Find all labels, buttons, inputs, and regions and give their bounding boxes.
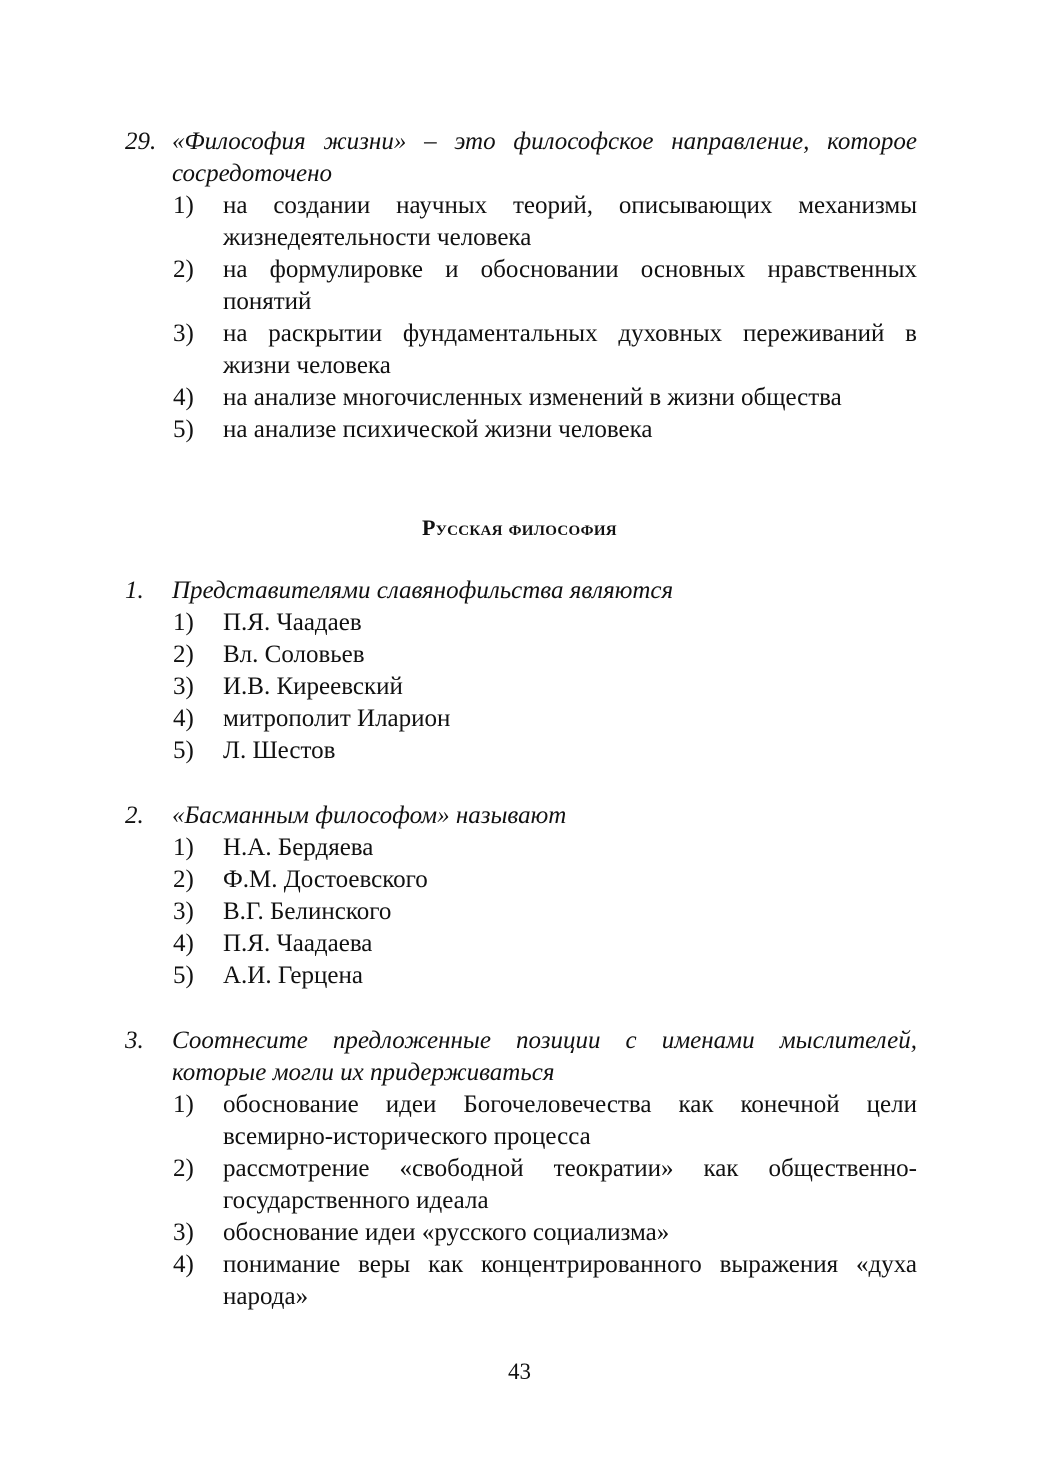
answer-option [125, 832, 917, 864]
question-number: 29. [125, 128, 157, 155]
option-number: 1) [173, 609, 194, 636]
option-text: А.И. Герцена [223, 962, 363, 989]
answer-options [125, 1089, 917, 1313]
option-number: 4) [173, 384, 194, 411]
option-text: на создании научных теорий, описывающих механизмы жизнедеятельности человека [223, 192, 917, 251]
question-1 [125, 575, 917, 767]
section-title: Русская философия [422, 515, 617, 540]
answer-option [125, 671, 917, 703]
option-text: обоснование идеи Богочеловечества как конечной цели всемирно-исторического процесса [223, 1091, 917, 1150]
answer-option [125, 896, 917, 928]
question-3 [125, 1025, 917, 1313]
answer-option [125, 928, 917, 960]
option-number: 3) [173, 898, 194, 925]
question-number: 1. [125, 577, 144, 604]
answer-option [125, 1217, 917, 1249]
option-number: 4) [173, 1251, 194, 1278]
option-text: Н.А. Бердяева [223, 834, 374, 861]
answer-option [125, 382, 917, 414]
option-text: на анализе психической жизни человека [223, 416, 653, 443]
option-text: митрополит Иларион [223, 705, 451, 732]
option-number: 2) [173, 641, 194, 668]
option-text: И.В. Киреевский [223, 673, 403, 700]
answer-option [125, 735, 917, 767]
option-number: 1) [173, 192, 194, 219]
answer-option [125, 607, 917, 639]
option-number: 2) [173, 866, 194, 893]
option-number: 5) [173, 962, 194, 989]
question-text: Представителями славянофильства являются [172, 577, 674, 604]
question-29 [125, 126, 917, 446]
option-text: П.Я. Чаадаева [223, 930, 373, 957]
option-text: на формулировке и обосновании основных нравственных понятий [223, 256, 917, 315]
option-number: 2) [173, 256, 194, 283]
option-text: П.Я. Чаадаев [223, 609, 362, 636]
option-text: Ф.М. Достоевского [223, 866, 428, 893]
option-number: 5) [173, 416, 194, 443]
option-text: обоснование идеи «русского социализма» [223, 1219, 670, 1246]
answer-options [125, 607, 917, 767]
question-prompt [125, 1025, 917, 1089]
option-text: понимание веры как концентрированного выражения «духа народа» [223, 1251, 917, 1310]
option-number: 4) [173, 705, 194, 732]
question-text: «Басманным философом» называют [172, 802, 567, 829]
option-text: рассмотрение «свободной теократии» как общественно-государственного идеала [223, 1155, 917, 1214]
answer-option [125, 254, 917, 318]
question-prompt [125, 575, 917, 607]
option-text: на анализе многочисленных изменений в жизни общества [223, 384, 842, 411]
question-number: 2. [125, 802, 144, 829]
page-number: 43 [508, 1359, 531, 1384]
option-number: 4) [173, 930, 194, 957]
answer-option [125, 190, 917, 254]
answer-option [125, 960, 917, 992]
answer-option [125, 703, 917, 735]
answer-options [125, 190, 917, 446]
answer-option [125, 1153, 917, 1217]
question-prompt [125, 126, 917, 190]
answer-options [125, 832, 917, 992]
option-text: В.Г. Белинского [223, 898, 392, 925]
option-number: 2) [173, 1155, 194, 1182]
question-prompt [125, 800, 917, 832]
option-number: 3) [173, 673, 194, 700]
question-number: 3. [125, 1027, 144, 1054]
option-number: 5) [173, 737, 194, 764]
answer-option [125, 864, 917, 896]
option-number: 1) [173, 834, 194, 861]
answer-option [125, 1249, 917, 1313]
answer-option [125, 318, 917, 382]
question-2 [125, 800, 917, 992]
option-text: Л. Шестов [223, 737, 336, 764]
option-text: на раскрытии фундаментальных духовных переживаний в жизни человека [223, 320, 917, 379]
question-text: Соотнесите предложенные позиции с именами мыслителей, которые могли их придерживаться [172, 1027, 917, 1086]
option-text: Вл. Соловьев [223, 641, 365, 668]
answer-option [125, 639, 917, 671]
option-number: 1) [173, 1091, 194, 1118]
option-number: 3) [173, 320, 194, 347]
answer-option [125, 1089, 917, 1153]
question-text: «Философия жизни» – это философское направление, которое сосредоточено [172, 128, 917, 187]
option-number: 3) [173, 1219, 194, 1246]
answer-option [125, 414, 917, 446]
